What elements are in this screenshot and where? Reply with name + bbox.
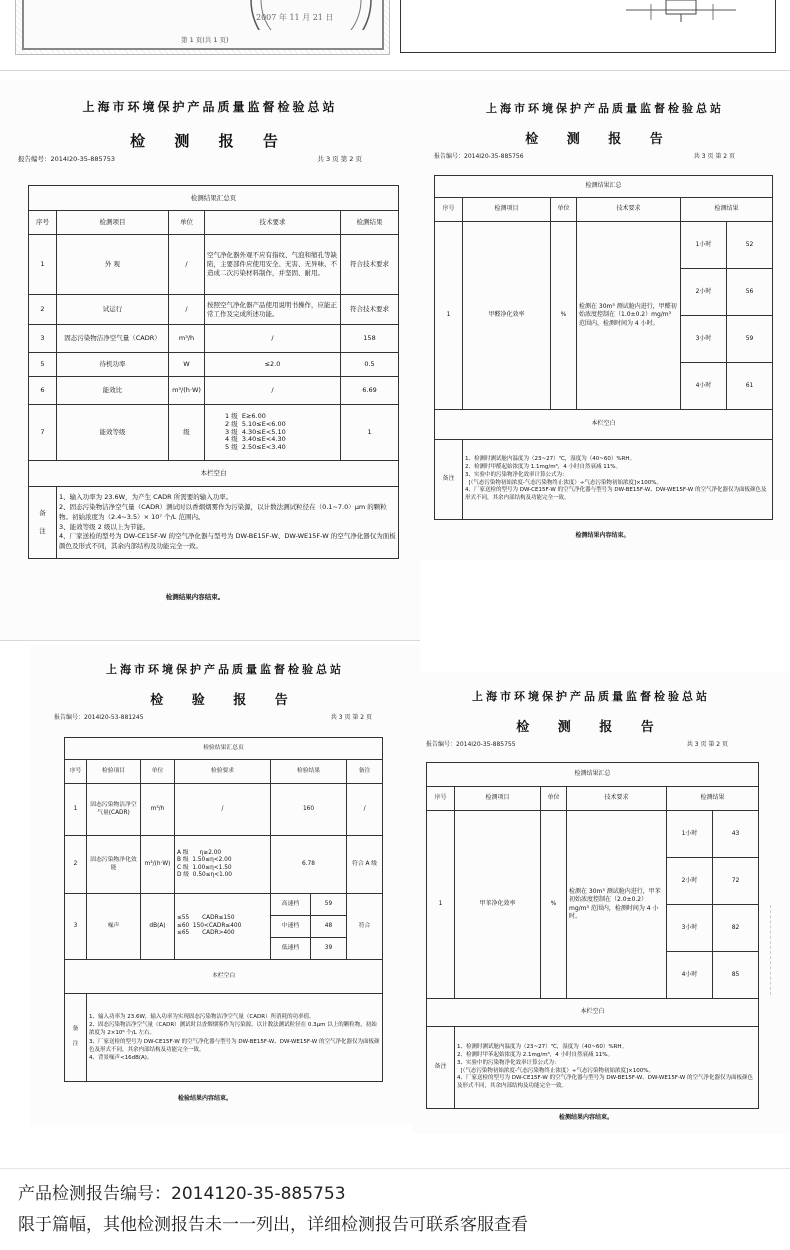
row-req: ≤2.0	[205, 353, 341, 377]
noise-level-name: 低速档	[271, 938, 311, 960]
result-value: 61	[727, 363, 773, 410]
col-header: 单位	[141, 760, 175, 784]
col-header: 技术要求	[577, 198, 681, 222]
col-header: 检验要求	[175, 760, 271, 784]
row-unit: 级	[169, 405, 205, 461]
result-value: 59	[727, 316, 773, 363]
result-time: 1小时	[667, 811, 713, 858]
end-note: 检测结果内容结束。	[575, 532, 630, 539]
row-unit: m³/h	[169, 325, 205, 353]
report-number: 报告编号：2014I20-35-885756	[434, 153, 524, 160]
org-name: 上海市环境保护产品质量监督检验总站	[486, 102, 724, 115]
col-header: 序号	[65, 760, 87, 784]
noise-level-name: 高速档	[271, 894, 311, 916]
row-result: 158	[341, 325, 399, 353]
result-time: 1小时	[681, 222, 727, 269]
certificate-strip-left	[15, 0, 390, 55]
row-no: 1	[427, 811, 455, 999]
table-title: 检测结果汇总	[435, 176, 773, 198]
col-header: 检测项目	[57, 211, 169, 235]
report-doc-1	[0, 80, 420, 640]
table-title: 检测结果汇总	[427, 763, 759, 787]
result-value: 52	[727, 222, 773, 269]
blank-note: 本栏空白	[427, 999, 759, 1027]
remark-label: 备 注	[29, 487, 57, 559]
remarks: 1、输入功率为 23.6W，输入功率为实现固态污染物洁净空气量（CADR）所消耗的功率值。 2、固态污染物洁净空气量（CADR）测试时以香烟烟雾作为污染源，以计数法测试粒径在 0.3μm 以上的颗粒物，初始浓度为 2×10⁶ 个/L 左右。 3、厂家送检的型号为 DW-CE15F-W 的空气净化器与型号为 DW-BE15F-W、DW-WE15F-W 的空气净化器仅为面板颜色及形式不同，其余内部结构及功能完全一致。 4、背景噪声<16dB(A)。	[87, 994, 383, 1082]
report-doc-2	[420, 80, 790, 560]
row-item: 固态污染物净化效能	[87, 836, 141, 894]
row-req: 按照空气净化器产品使用说明书操作，应能正常工作及完成所述功能。	[205, 295, 341, 325]
results-table	[64, 737, 383, 1082]
row-result: 符合技术要求	[341, 295, 399, 325]
row-no: 2	[29, 295, 57, 325]
row-note: /	[347, 784, 383, 836]
row-item: 外 观	[57, 235, 169, 295]
report-title: 检 测 报 告	[516, 720, 666, 735]
row-item: 固态污染物洁净空气量(CADR)	[87, 784, 141, 836]
divider	[0, 640, 420, 641]
row-unit: dB(A)	[141, 894, 175, 960]
end-note: 检测结果内容结束。	[165, 593, 225, 601]
col-header: 检验结果	[271, 760, 347, 784]
report-doc-4	[412, 672, 790, 1134]
result-time: 3小时	[681, 316, 727, 363]
col-header: 技术要求	[205, 211, 341, 235]
row-item: 待机功率	[57, 353, 169, 377]
row-unit: m³/(h·W)	[141, 836, 175, 894]
report-number: 报告编号：2014I20-35-885753	[18, 155, 116, 163]
device-diagram-icon	[621, 0, 741, 30]
row-req: 检测在 30m³ 测试舱内进行，甲醛初始浓度控制在（1.0±0.2）mg/m³ 范围内，检测时间为 4 小时。	[577, 222, 681, 410]
row-no: 3	[65, 894, 87, 960]
org-name: 上海市环境保护产品质量监督检验总站	[82, 100, 338, 114]
col-header: 单位	[551, 198, 577, 222]
results-table	[426, 762, 759, 1109]
noise-level-value: 59	[311, 894, 347, 916]
report-title: 检 测 报 告	[525, 132, 675, 147]
row-no: 1	[65, 784, 87, 836]
certificate-date: 2007 年 11 月 21 日	[256, 13, 334, 22]
noise-level-value: 48	[311, 916, 347, 938]
results-table	[434, 175, 773, 520]
page-info: 共 3 页 第 2 页	[330, 714, 372, 721]
row-unit: /	[169, 295, 205, 325]
result-value: 85	[713, 952, 759, 999]
row-item: 能效比	[57, 377, 169, 405]
col-header: 单位	[169, 211, 205, 235]
row-item: 甲醛净化效率	[463, 222, 551, 410]
col-header: 检测项目	[455, 787, 541, 811]
row-req: 检测在 30m³ 测试舱内进行，甲苯初始浓度控制在（2.0±0.2）mg/m³ 范围内，检测时间为 4 小时。	[567, 811, 667, 999]
result-time: 2小时	[667, 858, 713, 905]
row-no: 1	[29, 235, 57, 295]
org-name: 上海市环境保护产品质量监督检验总站	[106, 663, 344, 676]
row-req: A 级 η≥2.00 B 级 1.50≤η<2.00 C 级 1.00≤η<1.50 D 级 0.50≤η<1.00	[175, 836, 271, 894]
result-value: 56	[727, 269, 773, 316]
remarks: 1、检测时测试舱内温度为（23~27）℃，湿度为（40~60）%RH。 2、检测时甲苯起始浓度为 2.1mg/m³，4 小时自然衰减 11%。 3、实验中的污染物净化效率计算公式为： [（气态污染物初始浓度-气态污染物终止浓度）÷气态污染物初始浓度]×100%。 4、厂家送检的型号为 DW-CE15F-W 的空气净化器与型号为 DW-BE15F-W、DW-WE15F-W 的空气净化器仅为面板颜色及形式不同，其余内部结构及功能完全一致。	[455, 1027, 759, 1109]
row-result: 0.5	[341, 353, 399, 377]
row-no: 5	[29, 353, 57, 377]
col-header: 检验项目	[87, 760, 141, 784]
row-req: /	[205, 325, 341, 353]
table-title: 检测结果汇总页	[29, 186, 399, 211]
result-value: 82	[713, 905, 759, 952]
col-header: 序号	[427, 787, 455, 811]
col-header: 单位	[541, 787, 567, 811]
row-no: 7	[29, 405, 57, 461]
col-header: 检测结果	[681, 198, 773, 222]
row-result: 6.78	[271, 836, 347, 894]
report-title: 检 验 报 告	[150, 693, 300, 708]
result-time: 3小时	[667, 905, 713, 952]
remark-label: 备 注	[65, 994, 87, 1082]
col-header: 备注	[347, 760, 383, 784]
result-value: 72	[713, 858, 759, 905]
row-no: 1	[435, 222, 463, 410]
row-item: 甲苯净化效率	[455, 811, 541, 999]
row-item: 能效等级	[57, 405, 169, 461]
result-time: 2小时	[681, 269, 727, 316]
row-result: 1	[341, 405, 399, 461]
row-unit: m³/(h·W)	[169, 377, 205, 405]
result-time: 4小时	[681, 363, 727, 410]
row-item: 试运行	[57, 295, 169, 325]
remark-label: 备注	[427, 1027, 455, 1109]
blank-note: 本栏空白	[29, 461, 399, 487]
certificate-page: 第 1 页(共 1 页)	[181, 36, 229, 44]
remarks: 1、输入功率为 23.6W，为产生 CADR 所需要的输入功率。 2、固态污染物洁净空气量（CADR）测试时以香烟烟雾作为污染源，以计数法测试粒径在（0.1~7.0）μm 的颗粒物。初始浓度为（2.4~3.5）× 10⁷ 个/L 范围内。 3、能效等级 2 级以上为节能。 4、厂家送检的型号为 DW-CE15F-W 的空气净化器与型号为 DW-BE15F-W、DW-WE15F-W 的空气净化器仅为面板颜色及形式不同，其余内部结构及功能完全一致。	[57, 487, 399, 559]
remark-label: 备注	[435, 440, 463, 520]
col-header: 检测项目	[463, 198, 551, 222]
end-note: 检测结果内容结束。	[558, 1114, 613, 1121]
row-req: /	[175, 784, 271, 836]
blank-note: 本栏空白	[435, 410, 773, 440]
row-unit: %	[551, 222, 577, 410]
table-title: 检验结果汇总页	[65, 738, 383, 760]
row-no: 3	[29, 325, 57, 353]
row-item: 固态污染物洁净空气量（CADR）	[57, 325, 169, 353]
result-time: 4小时	[667, 952, 713, 999]
page-info: 共 3 页 第 2 页	[686, 741, 728, 748]
row-unit: W	[169, 353, 205, 377]
col-header: 技术要求	[567, 787, 667, 811]
blank-note: 本栏空白	[65, 960, 383, 994]
report-number: 报告编号：2014I20-35-885755	[426, 741, 516, 748]
row-note: 符合	[347, 894, 383, 960]
row-unit: /	[169, 235, 205, 295]
col-header: 序号	[435, 198, 463, 222]
report-doc-3	[30, 645, 420, 1125]
page-info: 共 3 页 第 2 页	[693, 153, 735, 160]
remarks: 1、检测时测试舱内温度为（23~27）℃，湿度为（40~60）%RH。 2、检测时甲醛起始浓度为 1.1mg/m³，4 小时自然衰减 11%。 3、实验中的污染物净化效率计算公式为： [（气态污染物初始浓度-气态污染物终止浓度）÷气态污染物初始浓度]×100%。 4、厂家送检的型号为 DW-CE15F-W 的空气净化器与型号为 DW-BE15F-W、DW-WE15F-W 的空气净化器仅为面板颜色及形式不同，其余内部结构及功能完全一致。	[463, 440, 773, 520]
footer	[0, 1168, 790, 1250]
row-req: ≤55 CADR≤150 ≤60 150<CADR≤400 ≤65 CADR>400	[175, 894, 271, 960]
row-result: 160	[271, 784, 347, 836]
footer-disclaimer: 限于篇幅，其他检测报告未一一列出，详细检测报告可联系客服查看	[18, 1215, 528, 1235]
page-edge-decoration	[770, 905, 790, 995]
noise-level-value: 39	[311, 938, 347, 960]
end-note: 检验结果内容结束。	[177, 1095, 232, 1102]
page-info: 共 3 页 第 2 页	[317, 155, 362, 163]
row-no: 6	[29, 377, 57, 405]
report-title: 检 测 报 告	[130, 132, 290, 150]
col-header: 检测结果	[341, 211, 399, 235]
col-header: 序号	[29, 211, 57, 235]
row-no: 2	[65, 836, 87, 894]
row-unit: %	[541, 811, 567, 999]
footer-report-number: 产品检测报告编号：2014120-35-885753	[18, 1184, 346, 1204]
row-req: 1 级 E≥6.00 2 级 5.10≤E<6.00 3 级 4.30≤E<5.10 4 级 3.40≤E<4.30 5 级 2.50≤E<3.40	[205, 405, 341, 461]
row-req: 空气净化器外观不应有指纹、气泡和缩孔等缺陷，主要部件应使用安全、无害、无异味、不造成二次污染材料制作，并坚固、耐用。	[205, 235, 341, 295]
row-note: 符合 A 级	[347, 836, 383, 894]
results-table	[28, 185, 399, 559]
col-header: 检测结果	[667, 787, 759, 811]
divider	[0, 70, 790, 71]
org-name: 上海市环境保护产品质量监督检验总站	[472, 690, 710, 703]
row-item: 噪声	[87, 894, 141, 960]
report-number: 报告编号：2014I20-53-881245	[54, 714, 144, 721]
row-unit: m³/h	[141, 784, 175, 836]
noise-level-name: 中速档	[271, 916, 311, 938]
row-result: 6.69	[341, 377, 399, 405]
row-result: 符合技术要求	[341, 235, 399, 295]
result-value: 43	[713, 811, 759, 858]
row-req: /	[205, 377, 341, 405]
certificate-strip-right	[400, 0, 776, 53]
